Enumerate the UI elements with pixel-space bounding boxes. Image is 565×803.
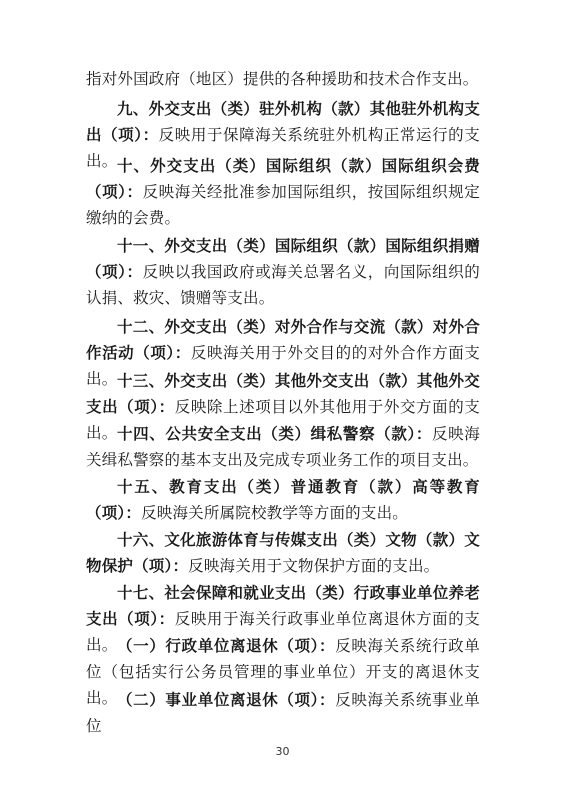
paragraph-heading: 十、外交支出（类）国际组织（款）国际组织会费（项）： bbox=[86, 156, 480, 201]
paragraph-text: 反映以我国政府或海关总署名义，向国际组织的认捐、救灾、馈赠等支出。 bbox=[86, 263, 480, 307]
paragraph-12 bbox=[86, 687, 480, 739]
paragraph-heading: 十四、公共安全支出（类）缉私警察（款）： bbox=[117, 424, 433, 443]
page-number: 30 bbox=[275, 745, 290, 758]
paragraph-text: 反映海关用于文物保护方面的支出。 bbox=[188, 557, 440, 575]
paragraph-8 bbox=[86, 474, 480, 526]
paragraph-heading: 十五、教育支出（类）普通教育（款）高等教育（项）： bbox=[86, 477, 480, 522]
paragraph-text: 反映除上述项目以外其他用于外交方面的支出。 bbox=[86, 398, 480, 442]
paragraph-text: 反映海关系统行政单位（包括实行公务员管理的事业单位）开支的离退休支出。 bbox=[86, 637, 480, 707]
paragraph-9 bbox=[86, 527, 480, 579]
paragraph-text: 反映海关经批准参加国际组织，按国际组织规定缴纳的会费。 bbox=[86, 183, 480, 227]
paragraph-text: 反映用于保障海关系统驻外机构正常运行的支出。 bbox=[86, 126, 480, 170]
paragraph-heading: 十六、文化旅游体育与传媒支出（类）文物（款）文物保护（项）： bbox=[86, 530, 480, 575]
paragraph-7 bbox=[86, 421, 480, 473]
paragraph-heading: 十七、社会保障和就业支出（类）行政事业单位养老支出（项）： bbox=[86, 583, 480, 628]
paragraph-text: 反映海关用于外交目的的对外合作方面支出。 bbox=[86, 344, 481, 388]
paragraph-1 bbox=[86, 66, 480, 92]
paragraph-4 bbox=[86, 233, 480, 311]
paragraph-heading: 十一、外交支出（类）国际组织（款）国际组织捐赠（项）： bbox=[86, 236, 480, 281]
paragraph-heading: 十三、外交支出（类）其他外交支出（款）其他外交支出（项）： bbox=[86, 371, 480, 416]
paragraph-text: 指对外国政府（地区）提供的各种援助和技术合作支出。 bbox=[86, 70, 479, 88]
paragraph-text: 反映用于海关行政事业单位离退休方面的支出。 bbox=[86, 610, 480, 654]
paragraph-text: 反映海关系统事业单位 bbox=[86, 691, 480, 735]
paragraph-heading: （二）事业单位离退休（项）： bbox=[117, 690, 336, 709]
paragraph-heading: （一）行政单位离退休（项）： bbox=[117, 636, 336, 655]
paragraph-heading: 九、外交支出（类）驻外机构（款）其他驻外机构支出（项）： bbox=[86, 99, 480, 144]
paragraph-3 bbox=[86, 153, 480, 231]
paragraph-text: 反映海关缉私警察的基本支出及完成专项业务工作的项目支出。 bbox=[86, 425, 480, 469]
paragraph-text: 反映海关所属院校教学等方面的支出。 bbox=[141, 504, 408, 522]
paragraph-heading: 十二、外交支出（类）对外合作与交流（款）对外合作活动（项）： bbox=[86, 317, 480, 362]
